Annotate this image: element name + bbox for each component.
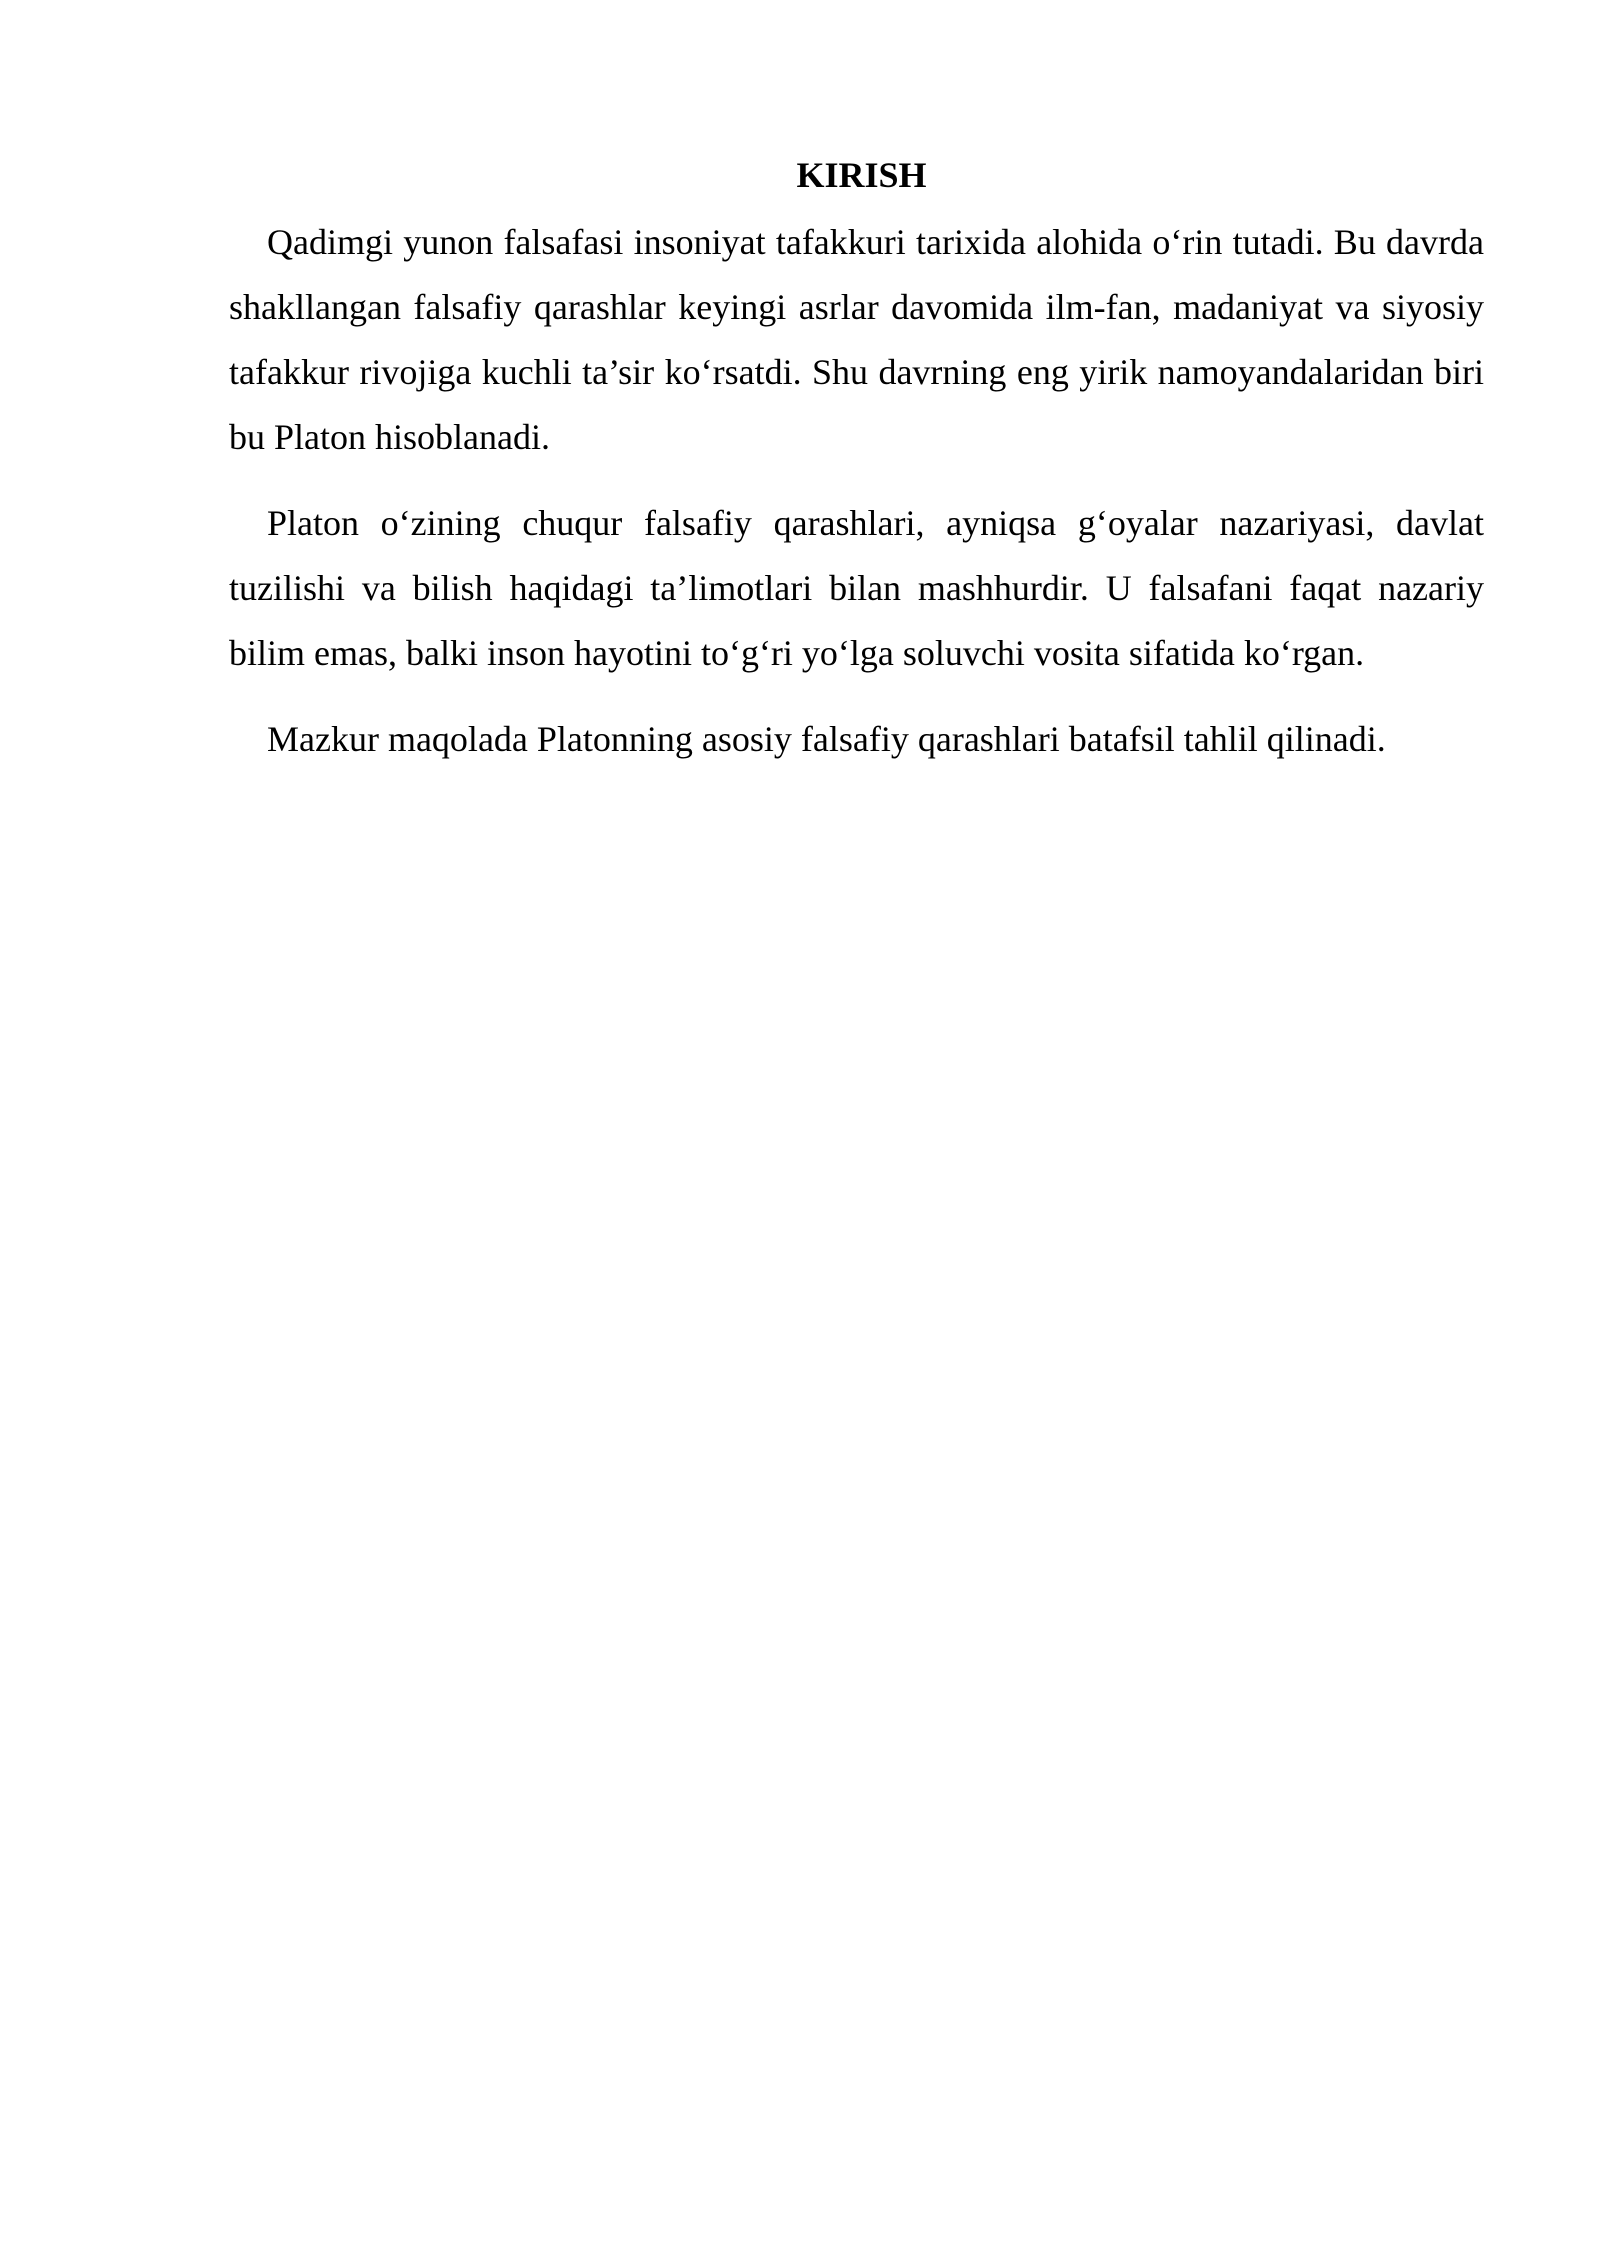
paragraph-article-aim: Mazkur maqolada Platonning asosiy falsafiy qarashlari batafsil tahlil qilinadi. [267, 719, 1386, 759]
paragraph-platon-views: Platon o‘zining chuqur falsafiy qarashlari, ayniqsa g‘oyalar nazariyasi, davlat tuzilishi va bilish haqidagi ta’limotlari bilan mashhurdir. U falsafani faqat nazariy bilim emas, balki inson hayotini to‘g‘ri yo‘lga soluvchi vosita sifatida ko‘rgan. [229, 503, 1484, 673]
paragraph-intro: Qadimgi yunon falsafasi insoniyat tafakkuri tarixida alohida o‘rin tutadi. Bu davrda shakllangan falsafiy qarashlar keyingi asrlar davomida ilm-fan, madaniyat va siyosiy tafakkur rivojiga kuchli ta’sir ko‘rsatdi. Shu davrning eng yirik namoyandalaridan biri bu Platon hisoblanadi. [229, 222, 1484, 457]
page-content [229, 150, 1484, 793]
section-heading: KIRISH [796, 155, 927, 195]
